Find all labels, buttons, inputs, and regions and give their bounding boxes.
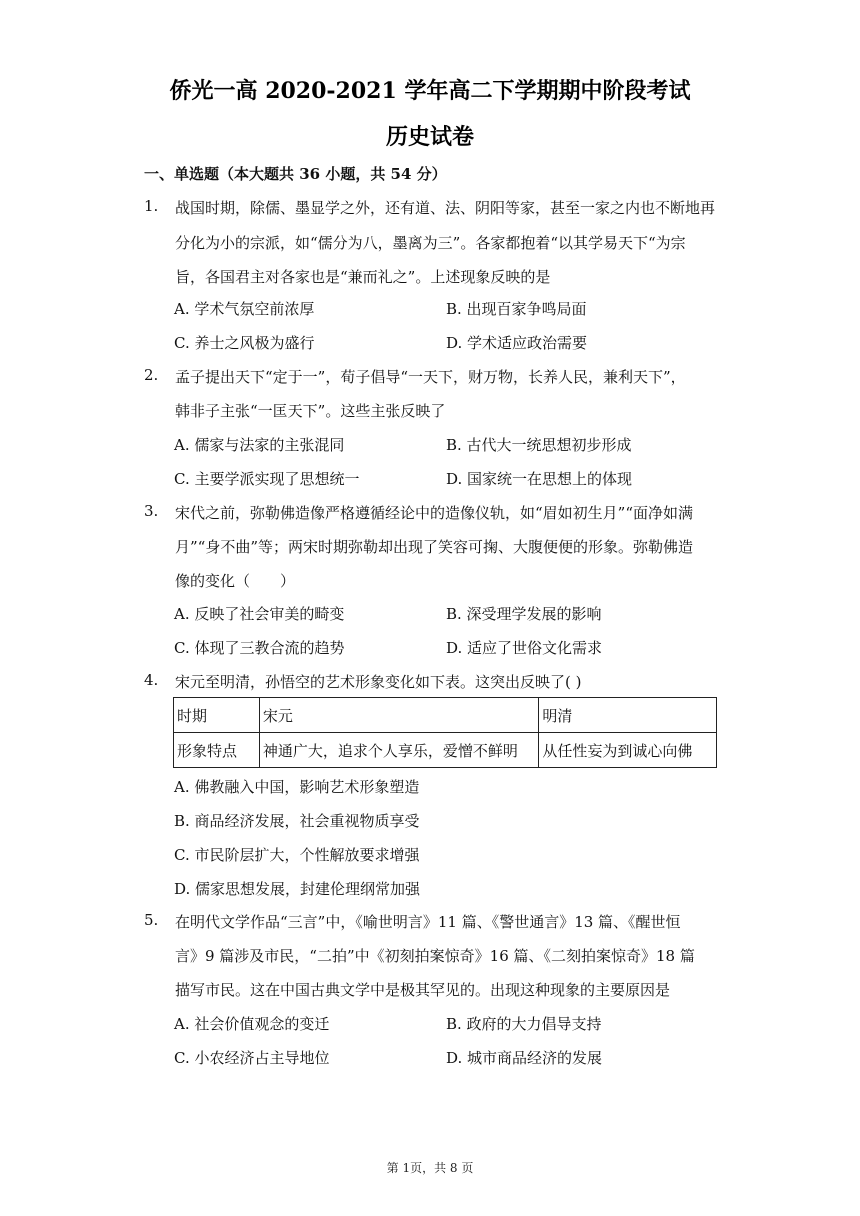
table-cell: 从任性妄为到诚心向佛 bbox=[539, 733, 717, 768]
table-cell: 形象特点 bbox=[174, 733, 260, 768]
exam-subtitle: 历史试卷 bbox=[385, 124, 474, 150]
question-text-line: 旨，各国君主对各家也是“兼而礼之”。上述现象反映的是 bbox=[175, 268, 551, 286]
option-b[interactable]: B. 政府的大力倡导支持 bbox=[446, 1015, 602, 1033]
option-c[interactable]: C. 市民阶层扩大，个性解放要求增强 bbox=[174, 846, 420, 864]
table-cell: 时期 bbox=[174, 698, 260, 733]
option-b[interactable]: B. 商品经济发展，社会重视物质享受 bbox=[174, 812, 420, 830]
question-number: 2. bbox=[144, 366, 159, 384]
option-d[interactable]: D. 适应了世俗文化需求 bbox=[446, 639, 603, 657]
option-c[interactable]: C. 主要学派实现了思想统一 bbox=[174, 470, 360, 488]
question-text-line: 韩非子主张“一匡天下”。这些主张反映了 bbox=[175, 402, 446, 420]
table-row bbox=[174, 733, 717, 768]
question-number: 3. bbox=[144, 502, 159, 520]
comparison-table bbox=[173, 697, 717, 768]
option-d[interactable]: D. 学术适应政治需要 bbox=[446, 334, 588, 352]
question-number: 4. bbox=[144, 671, 159, 689]
option-a[interactable]: A. 佛教融入中国，影响艺术形象塑造 bbox=[174, 778, 420, 796]
option-d[interactable]: D. 儒家思想发展，封建伦理纲常加强 bbox=[174, 880, 421, 898]
question-number: 1. bbox=[144, 197, 159, 215]
option-a[interactable]: A. 反映了社会审美的畸变 bbox=[174, 605, 345, 623]
question-text-line: 战国时期，除儒、墨显学之外，还有道、法、阴阳等家，甚至一家之内也不断地再 bbox=[175, 199, 716, 217]
question-text-line: 描写市民。这在中国古典文学中是极其罕见的。出现这种现象的主要原因是 bbox=[175, 981, 671, 999]
option-a[interactable]: A. 学术气氛空前浓厚 bbox=[174, 300, 315, 318]
option-c[interactable]: C. 体现了三教合流的趋势 bbox=[174, 639, 345, 657]
question-text-line: 宋元至明清，孙悟空的艺术形象变化如下表。这突出反映了( ) bbox=[175, 673, 582, 691]
option-b[interactable]: B. 古代大一统思想初步形成 bbox=[446, 436, 632, 454]
option-d[interactable]: D. 城市商品经济的发展 bbox=[446, 1049, 603, 1067]
section-heading: 一、单选题（本大题共 36 小题，共 54 分） bbox=[144, 165, 447, 183]
option-a[interactable]: A. 社会价值观念的变迁 bbox=[174, 1015, 330, 1033]
exam-title: 侨光一高 2020-2021 学年高二下学期期中阶段考试 bbox=[169, 78, 691, 104]
option-b[interactable]: B. 深受理学发展的影响 bbox=[446, 605, 602, 623]
question-text-line: 在明代文学作品“三言”中，《喻世明言》11 篇、《警世通言》13 篇、《醒世恒 bbox=[175, 913, 681, 931]
table-cell: 宋元 bbox=[259, 698, 538, 733]
option-b[interactable]: B. 出现百家争鸣局面 bbox=[446, 300, 587, 318]
page-footer: 第 1页，共 8 页 bbox=[386, 1161, 474, 1175]
question-text-line: 分化为小的宗派，如“儒分为八，墨离为三”。各家都抱着“以其学易天下“为宗 bbox=[175, 234, 686, 252]
table-row bbox=[174, 698, 717, 733]
question-text-line: 月”“身不曲”等；两宋时期弥勒却出现了笑容可掬、大腹便便的形象。弥勒佛造 bbox=[175, 538, 694, 556]
option-a[interactable]: A. 儒家与法家的主张混同 bbox=[174, 436, 345, 454]
option-c[interactable]: C. 养士之风极为盛行 bbox=[174, 334, 315, 352]
question-text-line: 宋代之前，弥勒佛造像严格遵循经论中的造像仪轨，如“眉如初生月”“面净如满 bbox=[175, 504, 694, 522]
table-cell: 明清 bbox=[539, 698, 717, 733]
question-text-line: 孟子提出天下“定于一”，荀子倡导“一天下，财万物，长养人民，兼利天下”， bbox=[175, 368, 686, 386]
table-cell: 神通广大，追求个人享乐，爱憎不鲜明 bbox=[259, 733, 538, 768]
option-d[interactable]: D. 国家统一在思想上的体现 bbox=[446, 470, 633, 488]
question-text-line: 言》9 篇涉及市民，“二拍”中《初刻拍案惊奇》16 篇、《二刻拍案惊奇》18 篇 bbox=[175, 947, 695, 965]
question-text-line: 像的变化（ ） bbox=[175, 572, 296, 590]
option-c[interactable]: C. 小农经济占主导地位 bbox=[174, 1049, 330, 1067]
question-number: 5. bbox=[144, 911, 159, 929]
